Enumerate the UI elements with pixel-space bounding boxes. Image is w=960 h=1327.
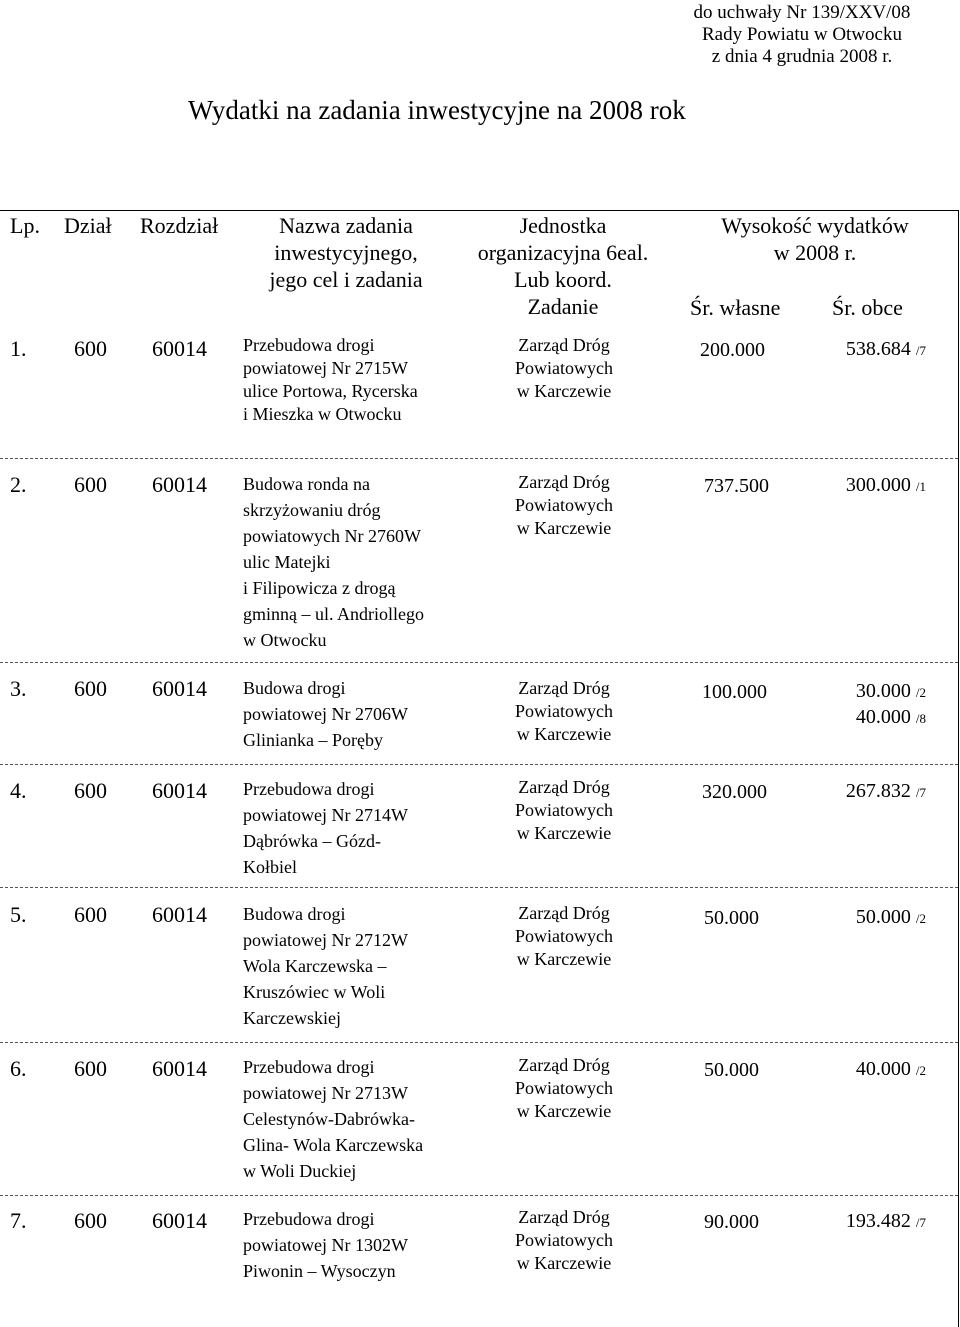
row-sr-obce-value: 538.684 bbox=[845, 338, 911, 360]
header-wysokosc-line: w 2008 r. bbox=[773, 240, 857, 265]
row-nazwa-line: gminną – ul. Andriollego bbox=[243, 604, 424, 624]
header-jednostka bbox=[460, 212, 666, 320]
header-rozdzial: Rozdział bbox=[140, 213, 219, 238]
row-jednostka bbox=[500, 334, 628, 403]
row-jednostka-line: w Karczewie bbox=[516, 381, 612, 401]
header-jednostka-line: Zadanie bbox=[527, 294, 599, 319]
row-nazwa-line: Wola Karczewska – bbox=[243, 956, 387, 976]
row-jednostka bbox=[500, 677, 628, 746]
row-nazwa bbox=[243, 675, 408, 753]
row-nazwa bbox=[243, 1054, 423, 1184]
row-sr-obce-note: /7 bbox=[915, 785, 926, 800]
row-separator bbox=[0, 662, 958, 663]
row-jednostka-line: Zarząd Dróg bbox=[518, 1055, 610, 1075]
row-nazwa-line: Przebudowa drogi bbox=[243, 1057, 375, 1077]
row-nazwa-line: Glina- Wola Karczewska bbox=[243, 1135, 424, 1155]
row-jednostka-line: Zarząd Dróg bbox=[518, 1207, 610, 1227]
header-sr-obce: Śr. obce bbox=[832, 295, 903, 320]
row-jednostka-line: Powiatowych bbox=[515, 800, 613, 820]
row-dzial: 600 bbox=[74, 336, 107, 361]
row-jednostka-line: Zarząd Dróg bbox=[518, 678, 610, 698]
row-nazwa-line: Przebudowa drogi bbox=[243, 1209, 375, 1229]
row-nazwa-line: i Filipowicza z drogą bbox=[243, 578, 396, 598]
row-lp: 5. bbox=[10, 902, 27, 927]
row-nazwa-line: Glinianka – Poręby bbox=[243, 730, 383, 750]
row-dzial: 600 bbox=[74, 1056, 107, 1081]
row-jednostka-line: Powiatowych bbox=[515, 701, 613, 721]
row-dzial: 600 bbox=[74, 902, 107, 927]
resolution-line: Rady Powiatu w Otwocku bbox=[701, 24, 902, 45]
row-sr-wlasne: 90.000 bbox=[704, 1211, 759, 1233]
row-separator bbox=[0, 458, 958, 459]
row-nazwa-line: skrzyżowaniu dróg bbox=[243, 500, 381, 520]
header-sr-wlasne: Śr. własne bbox=[690, 295, 781, 320]
row-jednostka-line: Powiatowych bbox=[515, 1230, 613, 1250]
row-nazwa-line: powiatowych Nr 2760W bbox=[243, 526, 421, 546]
row-nazwa-line: Dąbrówka – Gózd- bbox=[243, 831, 381, 851]
row-lp: 4. bbox=[10, 778, 27, 803]
row-nazwa-line: i Mieszka w Otwocku bbox=[243, 404, 402, 424]
row-nazwa bbox=[243, 776, 408, 880]
row-sr-wlasne: 50.000 bbox=[704, 907, 759, 929]
row-nazwa bbox=[243, 1206, 408, 1284]
row-jednostka bbox=[500, 776, 628, 845]
row-nazwa bbox=[243, 471, 424, 653]
row-rozdzial: 60014 bbox=[152, 778, 207, 803]
resolution-reference bbox=[687, 2, 917, 68]
row-nazwa-line: ulice Portowa, Rycerska bbox=[243, 381, 418, 401]
row-lp: 3. bbox=[10, 676, 27, 701]
row-nazwa-line: Piwonin – Wysoczyn bbox=[243, 1261, 396, 1281]
row-separator bbox=[0, 1195, 958, 1196]
row-separator bbox=[0, 887, 958, 888]
row-sr-obce bbox=[800, 904, 926, 932]
header-nazwa bbox=[240, 212, 452, 293]
row-nazwa-line: Kołbiel bbox=[243, 857, 297, 877]
row-nazwa-line: ulic Matejki bbox=[243, 552, 331, 572]
row-sr-obce-value: 40.000 bbox=[855, 1058, 911, 1080]
row-jednostka bbox=[500, 1054, 628, 1123]
row-sr-obce-note: /8 bbox=[915, 711, 926, 726]
row-nazwa-line: Kruszówiec w Woli bbox=[243, 982, 386, 1002]
row-jednostka-line: w Karczewie bbox=[516, 949, 612, 969]
row-nazwa bbox=[243, 334, 418, 426]
header-nazwa-line: inwestycyjnego, bbox=[274, 240, 418, 265]
row-nazwa-line: powiatowej Nr 2712W bbox=[243, 930, 408, 950]
row-rozdzial: 60014 bbox=[152, 336, 207, 361]
row-jednostka-line: w Karczewie bbox=[516, 1253, 612, 1273]
row-rozdzial: 60014 bbox=[152, 1208, 207, 1233]
row-jednostka-line: Zarząd Dróg bbox=[518, 472, 610, 492]
row-jednostka bbox=[500, 902, 628, 971]
row-jednostka-line: Powiatowych bbox=[515, 1078, 613, 1098]
row-sr-wlasne: 200.000 bbox=[700, 339, 765, 361]
row-sr-obce bbox=[800, 1208, 926, 1236]
header-jednostka-line: organizacyjna 6eal. bbox=[477, 240, 649, 265]
header-jednostka-line: Jednostka bbox=[519, 213, 607, 238]
row-sr-obce-value: 193.482 bbox=[845, 1210, 911, 1232]
row-jednostka-line: Powiatowych bbox=[515, 358, 613, 378]
row-sr-obce-value: 300.000 bbox=[845, 474, 911, 496]
row-nazwa-line: powiatowej Nr 2706W bbox=[243, 704, 408, 724]
row-nazwa-line: powiatowej Nr 2713W bbox=[243, 1083, 408, 1103]
row-jednostka-line: Zarząd Dróg bbox=[518, 335, 610, 355]
row-nazwa-line: w Otwocku bbox=[243, 630, 327, 650]
row-sr-obce bbox=[800, 778, 926, 806]
row-sr-obce-note: /1 bbox=[915, 479, 926, 494]
row-sr-obce bbox=[800, 704, 926, 732]
row-sr-obce-note: /7 bbox=[915, 1215, 926, 1230]
resolution-line: z dnia 4 grudnia 2008 r. bbox=[711, 46, 893, 67]
row-jednostka-line: Zarząd Dróg bbox=[518, 777, 610, 797]
row-nazwa-line: powiatowej Nr 2714W bbox=[243, 805, 408, 825]
row-jednostka bbox=[500, 471, 628, 540]
row-separator bbox=[0, 764, 958, 765]
header-nazwa-line: Nazwa zadania bbox=[279, 213, 413, 238]
row-nazwa-line: Celestynów-Dabrówka- bbox=[243, 1109, 415, 1129]
row-rozdzial: 60014 bbox=[152, 472, 207, 497]
expenditure-table-frame bbox=[0, 210, 959, 1327]
row-sr-wlasne: 320.000 bbox=[702, 781, 767, 803]
header-nazwa-line: jego cel i zadania bbox=[269, 267, 423, 292]
row-sr-obce-note: /7 bbox=[915, 343, 926, 358]
row-rozdzial: 60014 bbox=[152, 902, 207, 927]
row-sr-obce bbox=[800, 1056, 926, 1084]
row-jednostka-line: w Karczewie bbox=[516, 823, 612, 843]
row-sr-wlasne: 50.000 bbox=[704, 1059, 759, 1081]
row-sr-wlasne: 100.000 bbox=[702, 681, 767, 703]
row-rozdzial: 60014 bbox=[152, 1056, 207, 1081]
row-nazwa-line: powiatowej Nr 2715W bbox=[243, 358, 408, 378]
row-jednostka-line: w Karczewie bbox=[516, 518, 612, 538]
row-lp: 6. bbox=[10, 1056, 27, 1081]
row-rozdzial: 60014 bbox=[152, 676, 207, 701]
row-jednostka bbox=[500, 1206, 628, 1275]
row-dzial: 600 bbox=[74, 472, 107, 497]
row-dzial: 600 bbox=[74, 676, 107, 701]
row-dzial: 600 bbox=[74, 778, 107, 803]
row-nazwa-line: Budowa ronda na bbox=[243, 474, 370, 494]
row-nazwa bbox=[243, 901, 408, 1031]
row-dzial: 600 bbox=[74, 1208, 107, 1233]
row-sr-obce-note: /2 bbox=[915, 911, 926, 926]
header-lp: Lp. bbox=[10, 213, 40, 238]
row-lp: 1. bbox=[10, 336, 27, 361]
row-separator bbox=[0, 1042, 958, 1043]
row-sr-obce-value: 50.000 bbox=[855, 906, 911, 928]
row-sr-obce bbox=[800, 472, 926, 500]
row-jednostka-line: Powiatowych bbox=[515, 495, 613, 515]
row-sr-obce-value: 40.000 bbox=[855, 706, 911, 728]
header-wysokosc bbox=[690, 212, 940, 266]
row-lp: 7. bbox=[10, 1208, 27, 1233]
row-sr-obce-note: /2 bbox=[915, 685, 926, 700]
row-sr-obce bbox=[800, 678, 926, 706]
header-wysokosc-line: Wysokość wydatków bbox=[721, 213, 909, 238]
row-nazwa-line: Budowa drogi bbox=[243, 904, 346, 924]
row-nazwa-line: Przebudowa drogi bbox=[243, 779, 375, 799]
row-jednostka-line: Zarząd Dróg bbox=[518, 903, 610, 923]
row-nazwa-line: Przebudowa drogi bbox=[243, 335, 375, 355]
header-jednostka-line: Lub koord. bbox=[514, 267, 612, 292]
row-sr-wlasne: 737.500 bbox=[704, 475, 769, 497]
document-title: Wydatki na zadania inwestycyjne na 2008 rok bbox=[188, 95, 686, 125]
row-nazwa-line: Budowa drogi bbox=[243, 678, 346, 698]
row-sr-obce bbox=[800, 336, 926, 364]
resolution-line: do uchwały Nr 139/XXV/08 bbox=[693, 2, 911, 23]
row-sr-obce-value: 30.000 bbox=[855, 680, 911, 702]
row-jednostka-line: Powiatowych bbox=[515, 926, 613, 946]
row-nazwa-line: powiatowej Nr 1302W bbox=[243, 1235, 408, 1255]
header-dzial: Dział bbox=[64, 213, 112, 238]
row-lp: 2. bbox=[10, 472, 27, 497]
row-nazwa-line: Karczewskiej bbox=[243, 1008, 341, 1028]
row-sr-obce-value: 267.832 bbox=[845, 780, 911, 802]
row-jednostka-line: w Karczewie bbox=[516, 1101, 612, 1121]
row-sr-obce-note: /2 bbox=[915, 1063, 926, 1078]
row-nazwa-line: w Woli Duckiej bbox=[243, 1161, 357, 1181]
row-jednostka-line: w Karczewie bbox=[516, 724, 612, 744]
